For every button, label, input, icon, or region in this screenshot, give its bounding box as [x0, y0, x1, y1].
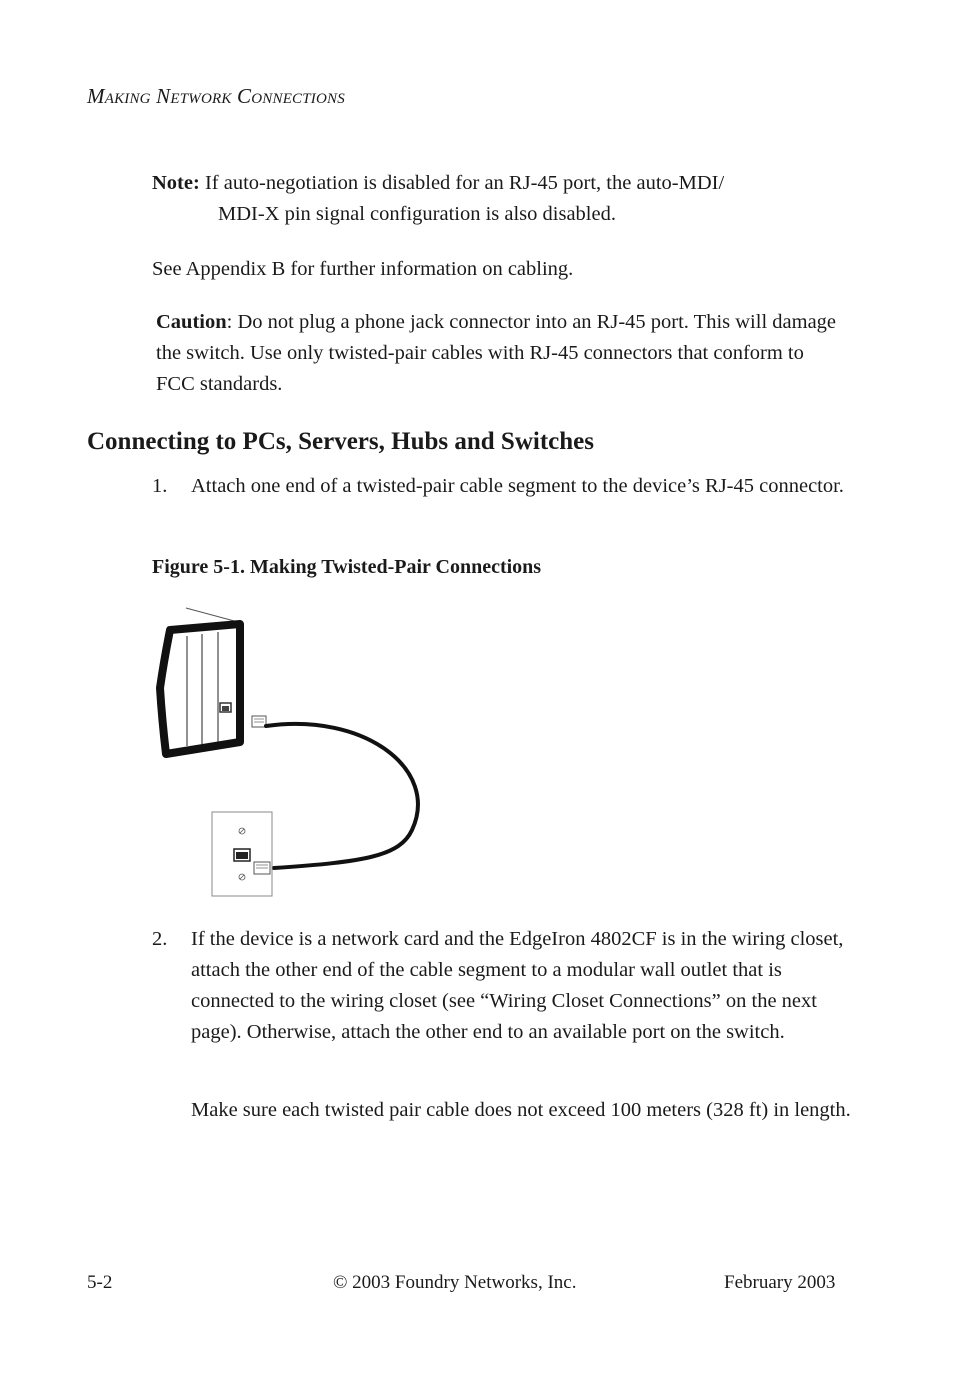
rj45-plug-outlet-end [254, 862, 270, 874]
twisted-pair-illustration [150, 600, 430, 900]
step-2 [152, 924, 852, 1048]
note-block [152, 168, 852, 230]
cable-length-paragraph: Make sure each twisted pair cable does not exceed 100 meters (328 ft) in length. [191, 1099, 851, 1121]
step-1 [152, 471, 852, 502]
rj45-plug-device-end [252, 716, 266, 727]
note-line-1: If auto-negotiation is disabled for an RJ-45 port, the auto-MDI/ [204, 172, 725, 194]
twisted-pair-connection-figure [150, 600, 430, 905]
step-2-number: 2. [152, 928, 168, 950]
running-header: MAKING NETWORK CONNECTIONS [87, 84, 345, 108]
step-1-number: 1. [152, 475, 168, 497]
appendix-reference: See Appendix B for further information on cabling. [152, 258, 574, 280]
copyright: © 2003 Foundry Networks, Inc. [333, 1272, 577, 1293]
note-label: Note: [152, 172, 200, 194]
wall-outlet [212, 812, 272, 896]
publication-date: February 2003 [724, 1272, 836, 1293]
page-number: 5-2 [87, 1272, 113, 1293]
step-1-text: Attach one end of a twisted-pair cable segment to the device’s RJ-45 connector. [191, 475, 844, 497]
section-heading: Connecting to PCs, Servers, Hubs and Switches [87, 428, 594, 455]
caution-block [156, 307, 846, 400]
network-device-panel [160, 624, 240, 754]
caution-label: Caution [156, 311, 227, 333]
figure-caption: Figure 5-1. Making Twisted-Pair Connections [152, 556, 542, 578]
twisted-pair-cable [266, 724, 418, 868]
caution-text: : Do not plug a phone jack connector into an RJ-45 port. This will damage the switch. Use only twisted-pair cables with RJ-45 connectors that conform to FCC standards. [156, 311, 837, 395]
note-line-2: MDI-X pin signal configuration is also disabled. [218, 203, 616, 225]
step-2-text: If the device is a network card and the EdgeIron 4802CF is in the wiring closet, attach the other end of the cable segment to a modular wall outlet that is connected to the wiring closet (see “Wiring Closet Connections” on the next page). Otherwise, attach the other end to an available port on the switch. [191, 928, 844, 1043]
